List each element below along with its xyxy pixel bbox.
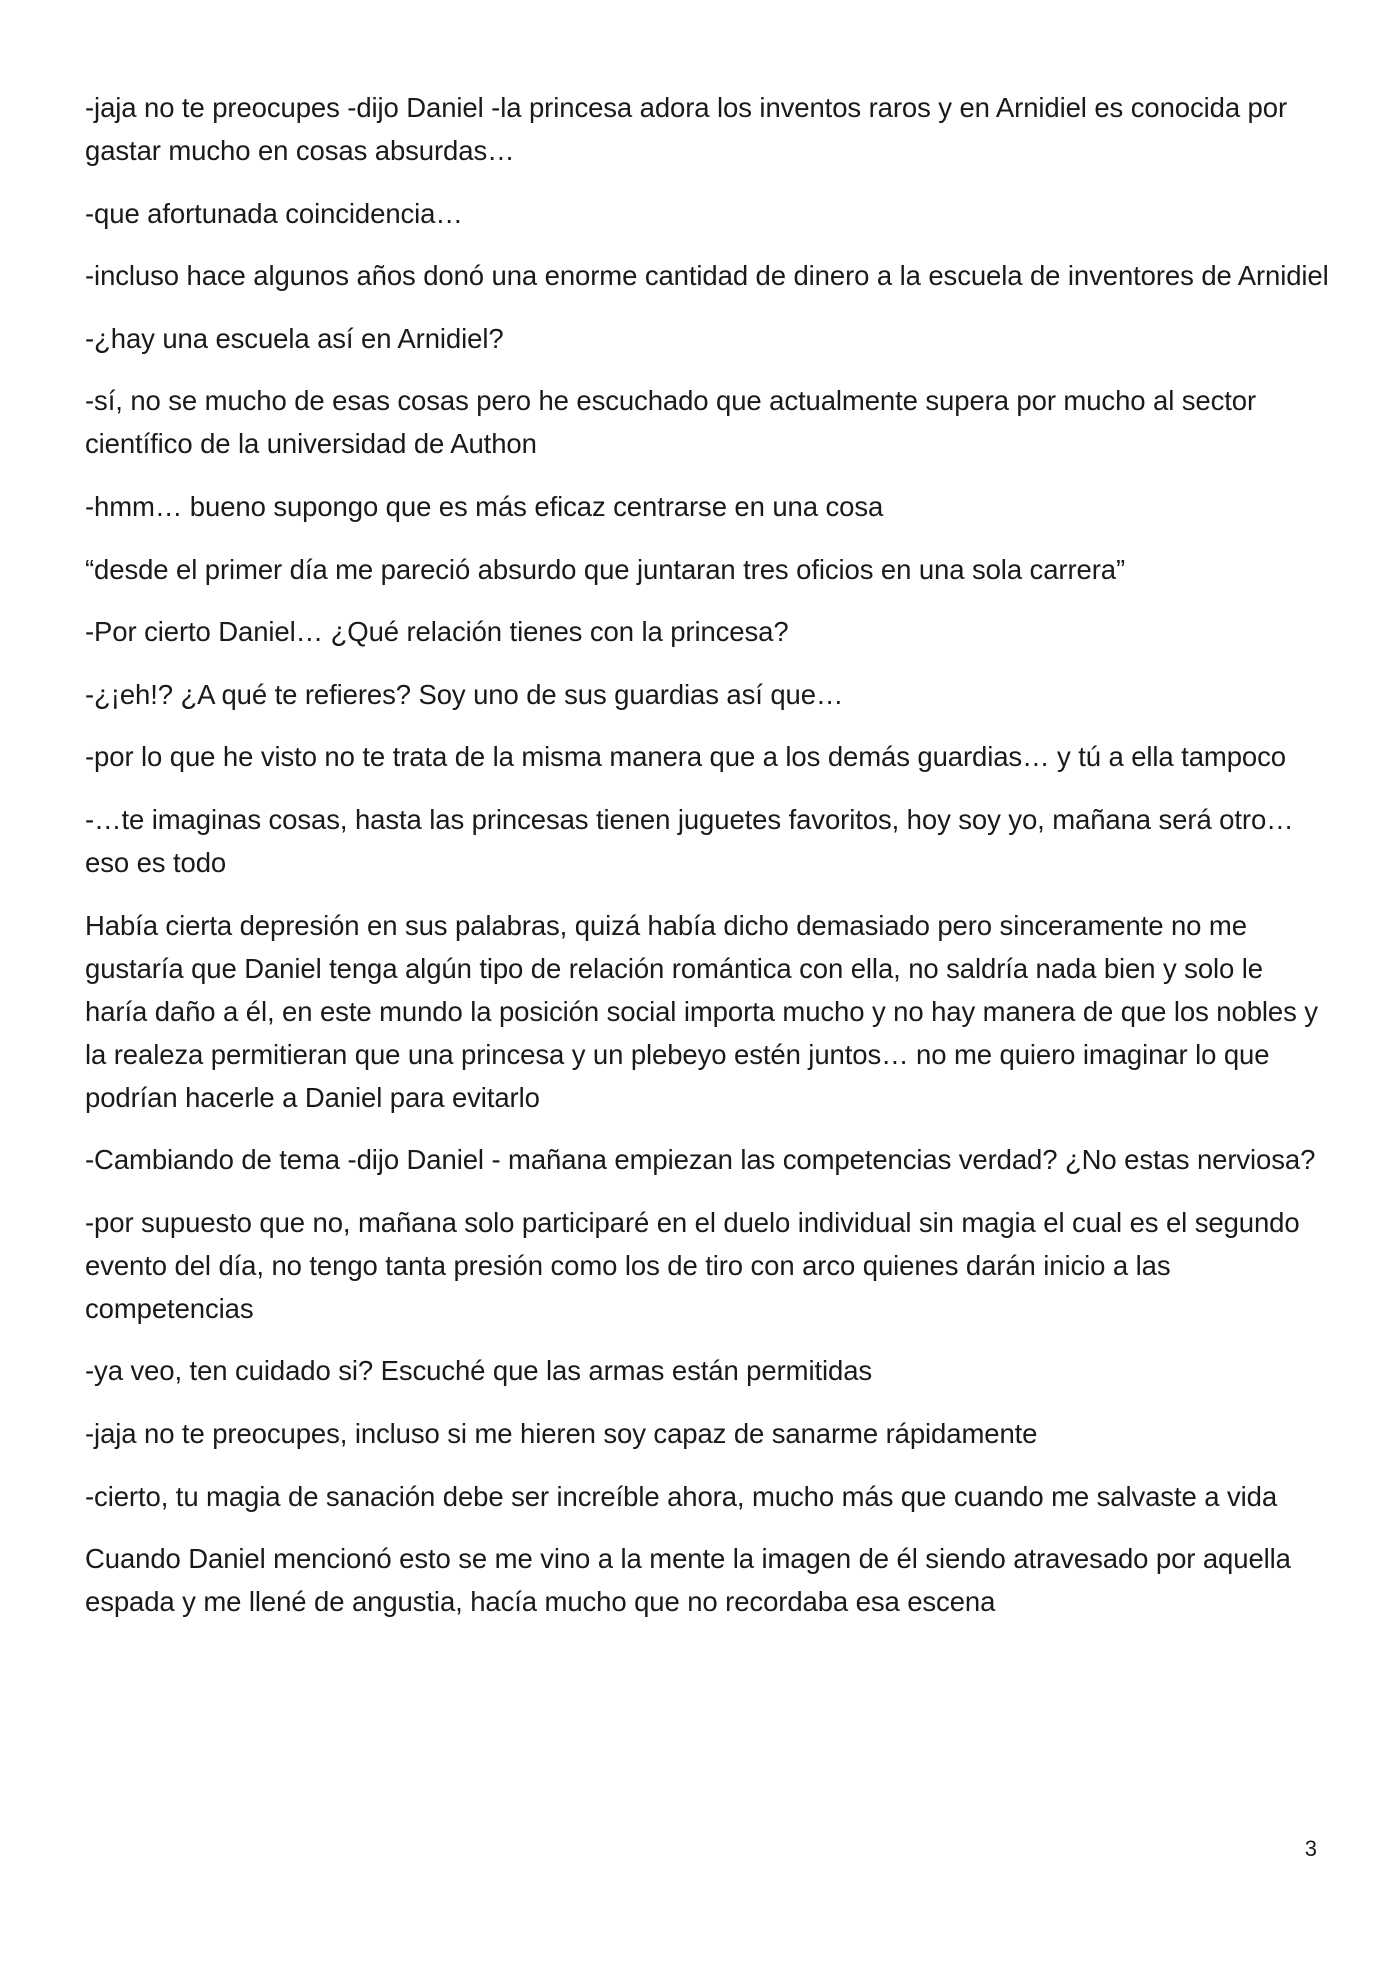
paragraph: -…te imaginas cosas, hasta las princesas tienen juguetes favoritos, hoy soy yo, mañana será otro… eso es todo (85, 803, 1294, 878)
paragraph: -por lo que he visto no te trata de la misma manera que a los demás guardias… y tú a ella tampoco (85, 741, 1286, 773)
paragraph: -¿hay una escuela así en Arnidiel? (85, 322, 504, 354)
paragraph: -sí, no se mucho de esas cosas pero he escuchado que actualmente supera por mucho al sector científico de la universidad de Authon (85, 385, 1257, 460)
paragraph: Había cierta depresión en sus palabras, quizá había dicho demasiado pero sinceramente no me gustaría que Daniel tenga algún tipo de relación romántica con ella, no saldría nada bien y solo le haría daño a él, en este mundo la posición social importa mucho y no hay manera de que los nobles y la realeza permitieran que una princesa y un plebeyo estén juntos… no me quiero imaginar lo que podrían hacerle a Daniel para evitarlo (85, 909, 1318, 1113)
page-body (85, 86, 1330, 1643)
paragraph: -jaja no te preocupes, incluso si me hieren soy capaz de sanarme rápidamente (85, 1417, 1038, 1449)
paragraph: -jaja no te preocupes -dijo Daniel -la princesa adora los inventos raros y en Arnidiel es conocida por gastar mucho en cosas absurdas… (85, 92, 1288, 166)
paragraph: -hmm… bueno supongo que es más eficaz centrarse en una cosa (85, 490, 884, 522)
paragraph: -Por cierto Daniel… ¿Qué relación tienes con la princesa? (85, 616, 789, 648)
paragraph: -ya veo, ten cuidado si? Escuché que las armas están permitidas (85, 1355, 873, 1387)
paragraph: “desde el primer día me pareció absurdo que juntaran tres oficios en una sola carrera” (85, 553, 1126, 585)
page-number: 3 (1304, 1836, 1317, 1861)
paragraph: -¿¡eh!? ¿A qué te refieres? Soy uno de sus guardias así que… (85, 678, 844, 710)
paragraph: -cierto, tu magia de sanación debe ser increíble ahora, mucho más que cuando me salvaste a vida (85, 1480, 1278, 1512)
paragraph: -Cambiando de tema -dijo Daniel - mañana empiezan las competencias verdad? ¿No estas nerviosa? (85, 1144, 1316, 1176)
paragraph: Cuando Daniel mencionó esto se me vino a la mente la imagen de él siendo atravesado por aquella espada y me llené de angustia, hacía mucho que no recordaba esa escena (85, 1543, 1291, 1618)
paragraph: -por supuesto que no, mañana solo participaré en el duelo individual sin magia el cual es el segundo evento del día, no tengo tanta presión como los de tiro con arco quienes darán inicio a las competencias (85, 1206, 1300, 1324)
paragraph: -que afortunada coincidencia… (85, 197, 463, 229)
paragraph: -incluso hace algunos años donó una enorme cantidad de dinero a la escuela de inventores de Arnidiel (85, 260, 1329, 292)
